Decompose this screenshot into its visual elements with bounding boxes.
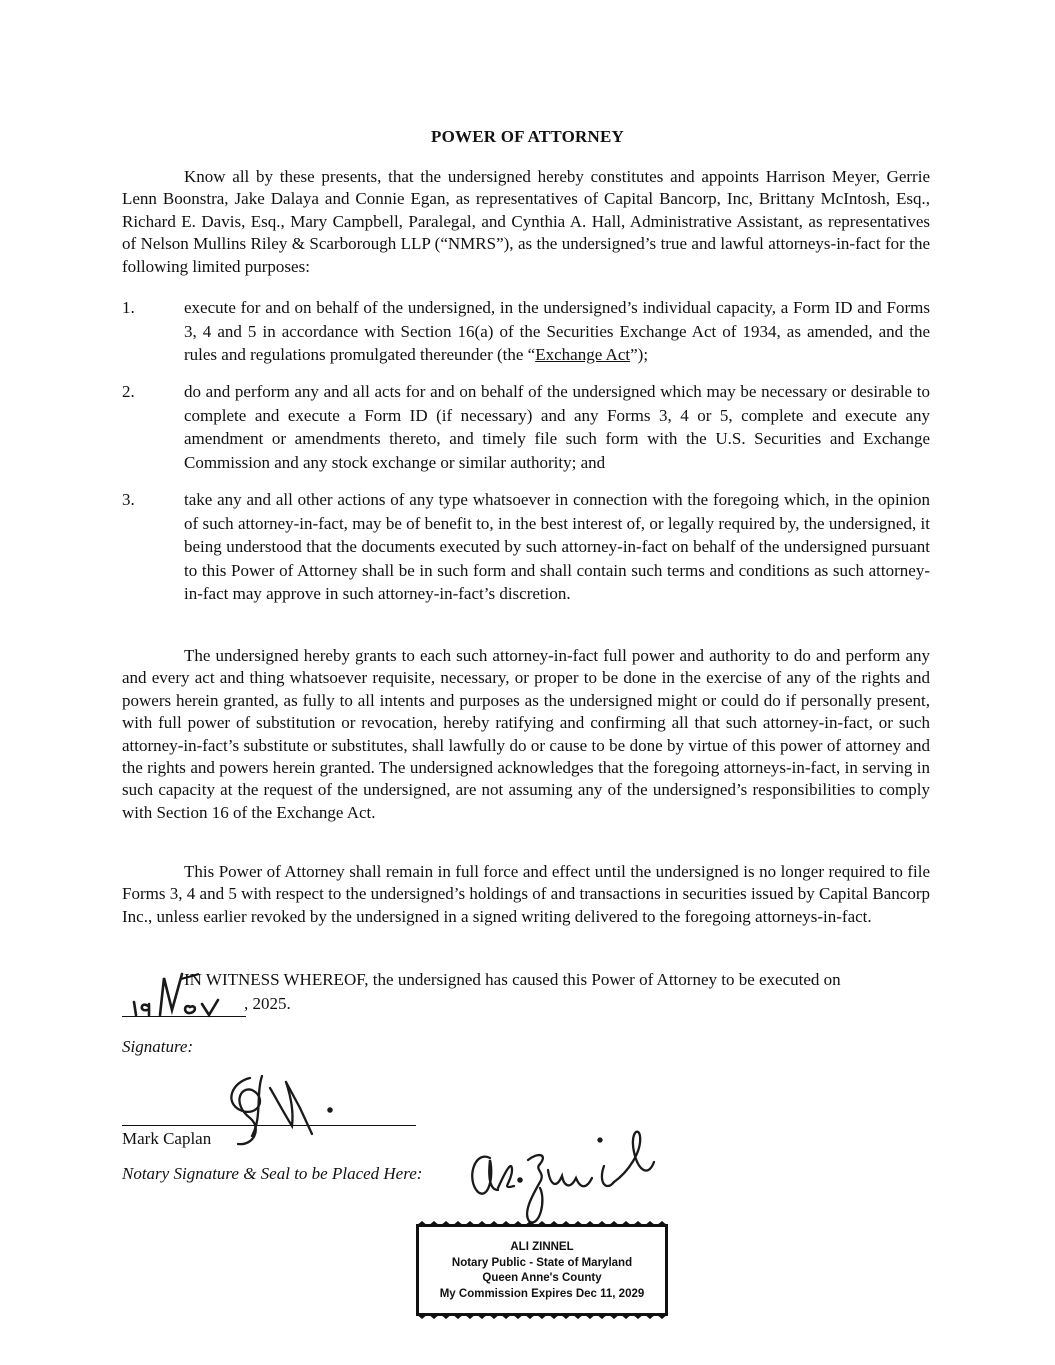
stamp-notary-name: ALI ZINNEL <box>510 1241 574 1253</box>
date-suffix: , 2025. <box>244 994 291 1013</box>
stamp-edge-top <box>416 1220 668 1226</box>
stamp-commission: My Commission Expires Dec 11, 2029 <box>439 1287 645 1300</box>
duration-paragraph: This Power of Attorney shall remain in full force and effect until the undersigned is no longer required to file Forms 3, 4 and 5 with respect to the undersigned’s holdings of and transactions in securities issued by Capital Bancorp Inc., unless earlier revoked by the undersigned in a signed writing delivered to the foregoing attorneys-in-fact. <box>122 862 930 926</box>
witness-line: IN WITNESS WHEREOF, the undersigned has caused this Power of Attorney to be executed on <box>184 970 841 989</box>
notary-signature <box>472 1132 654 1223</box>
notary-label: Notary Signature & Seal to be Placed Here: <box>122 1164 423 1183</box>
list-item-number: 1. <box>122 298 135 317</box>
document-title: POWER OF ATTORNEY <box>431 127 624 146</box>
strikethrough-mark <box>181 974 199 979</box>
intro-paragraph: Know all by these presents, that the undersigned hereby constitutes and appoints Harrison Meyer, Gerrie Lenn Boonstra, Jake Dalaya and Connie Egan, as representatives of Capital Bancorp, Inc, Brittany McIntosh, Esq., Richard E. Davis, Esq., Mary Campbell, Paralegal, and Cynthia A. Hall, Administrative Assistant, as representatives of Nelson Mullins Riley & Scarborough LLP (“NMRS”), as the undersigned’s true and lawful attorneys-in-fact for the following limited purposes: <box>122 167 930 276</box>
notary-seal-stamp <box>416 1224 668 1316</box>
stamp-county: Queen Anne's County <box>482 1272 602 1284</box>
list-item-text: do and perform any and all acts for and on behalf of the undersigned which may be necessary or desirable to complete and execute a Form ID (if necessary) and any Forms 3, 4 or 5, complete and execute any amendment or amendments thereto, and timely file such form with the U.S. Securities and Exchange Commission and any stock exchange or similar authority; and <box>184 382 930 472</box>
list-item-number: 2. <box>122 382 135 401</box>
witness-struck-in: IN <box>184 970 202 989</box>
signer-signature <box>231 1076 331 1144</box>
exchange-act-term: Exchange Act <box>535 345 631 365</box>
signature-label: Signature: <box>122 1037 194 1056</box>
stamp-edge-bottom <box>416 1314 668 1320</box>
list-item-text: execute for and on behalf of the undersigned, in the undersigned’s individual capacity, a Form ID and Forms 3, 4 and 5 in accordance with Section 16(a) of the Securities Exchange Act of 1934, as amended, and the rules and regulations promulgated thereunder (the “Exchange Act”); <box>184 298 930 365</box>
list-item-number: 3. <box>122 490 135 509</box>
stamp-notary-title: Notary Public - State of Maryland <box>451 1256 633 1269</box>
handwritten-date <box>134 974 218 1015</box>
list-item-text: take any and all other actions of any type whatsoever in connection with the foregoing which, in the opinion of such attorney-in-fact, may be of benefit to, in the best interest of, or legally required by, the undersigned, it being understood that the documents executed by such attorney-in-fact on behalf of the undersigned pursuant to this Power of Attorney shall be in such form and shall contain such terms and conditions as such attorney-in-fact may approve in such attorney-in-fact’s discretion. <box>184 490 930 604</box>
signer-name: Mark Caplan <box>122 1129 212 1148</box>
grant-paragraph: The undersigned hereby grants to each such attorney-in-fact full power and authority to do and perform any and every act and thing whatsoever requisite, necessary, or proper to be done in the exercise of any of the rights and powers herein granted, as fully to all intents and purposes as the undersigned might or could do if personally present, with full power of substitution or revocation, hereby ratifying and confirming all that such attorney-in-fact, or such attorney-in-fact’s substitute or substitutes, shall lawfully do or cause to be done by virtue of this power of attorney and the rights and powers herein granted. The undersigned acknowledges that the foregoing attorneys-in-fact, in serving in such capacity at the request of the undersigned, are not assuming any of the undersigned’s responsibilities to comply with Section 16 of the Exchange Act. <box>122 646 930 822</box>
